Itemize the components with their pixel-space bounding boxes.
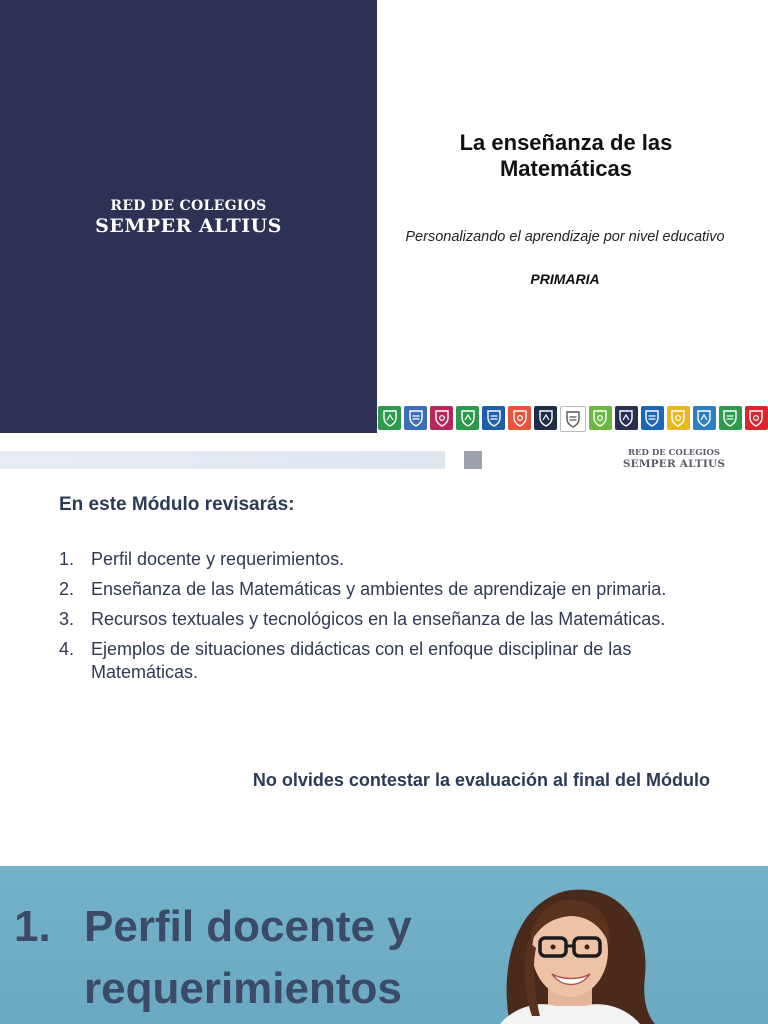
brand-line-2: SEMPER ALTIUS — [95, 215, 282, 237]
cover-level: PRIMARIA — [530, 271, 600, 287]
section-slide — [0, 866, 768, 1024]
header-brand-line-2: SEMPER ALTIUS — [622, 458, 726, 470]
school-crest-logo — [693, 406, 716, 430]
crest-icon — [460, 409, 476, 427]
crest-icon — [434, 409, 450, 427]
section-title — [14, 896, 412, 1020]
list-item-text: Ejemplos de situaciones didácticas con el enfoque disciplinar de las Matemáticas. — [91, 639, 632, 682]
contents-list — [59, 548, 739, 691]
crest-icon — [696, 409, 712, 427]
crest-icon — [538, 409, 554, 427]
school-crest-logo — [508, 406, 531, 430]
header-square — [464, 451, 482, 469]
evaluation-reminder: No olvides contestar la evaluación al final del Módulo — [252, 770, 710, 790]
contents-heading: En este Módulo revisarás: — [59, 494, 295, 515]
list-item — [59, 608, 739, 631]
list-item-text: Perfil docente y requerimientos. — [91, 549, 345, 569]
crest-icon — [592, 409, 608, 427]
list-item-number: 4. — [59, 639, 75, 659]
header-brand-line-1: RED DE COLEGIOS — [627, 448, 721, 458]
school-logos-strip — [378, 406, 768, 433]
section-title-line-1: Perfil docente y — [84, 902, 412, 951]
list-item — [59, 578, 739, 601]
school-crest-logo — [482, 406, 505, 430]
cover-title: La enseñanza de las Matemáticas — [459, 130, 673, 181]
crest-icon — [512, 409, 528, 427]
school-crest-logo — [667, 406, 690, 430]
crest-icon — [670, 409, 686, 427]
contents-slide — [0, 448, 768, 866]
school-crest-logo — [560, 406, 585, 432]
school-crest-logo — [430, 406, 453, 430]
school-crest-logo — [719, 406, 742, 430]
list-item-number: 3. — [59, 609, 75, 629]
section-number: 1. — [14, 902, 51, 951]
list-item-number: 1. — [59, 549, 75, 569]
list-item-text: Recursos textuales y tecnológicos en la enseñanza de las Matemáticas. — [91, 609, 666, 629]
school-crest-logo — [641, 406, 664, 430]
school-crest-logo — [589, 406, 612, 430]
brand-panel — [0, 0, 377, 433]
crest-icon — [565, 410, 581, 428]
crest-icon — [618, 409, 634, 427]
school-crest-logo — [745, 406, 768, 430]
crest-icon — [722, 409, 738, 427]
crest-icon — [486, 409, 502, 427]
list-item — [59, 548, 739, 571]
brand-logo — [0, 198, 377, 237]
list-item — [59, 638, 739, 684]
header-bar — [0, 451, 445, 469]
brand-line-1: RED DE COLEGIOS — [110, 198, 267, 214]
crest-icon — [748, 409, 764, 427]
teacher-photo — [470, 866, 670, 1024]
crest-icon — [382, 409, 398, 427]
school-crest-logo — [378, 406, 401, 430]
school-crest-logo — [534, 406, 557, 430]
section-title-line-2: requerimientos — [84, 964, 402, 1013]
crest-icon — [408, 409, 424, 427]
crest-icon — [644, 409, 660, 427]
header-brand-logo — [600, 448, 748, 471]
list-item-number: 2. — [59, 579, 75, 599]
school-crest-logo — [456, 406, 479, 430]
cover-subtitle: Personalizando el aprendizaje por nivel educativo — [405, 229, 725, 245]
school-crest-logo — [404, 406, 427, 430]
cover-slide — [0, 0, 768, 433]
list-item-text: Enseñanza de las Matemáticas y ambientes de aprendizaje en primaria. — [91, 579, 667, 599]
school-crest-logo — [615, 406, 638, 430]
